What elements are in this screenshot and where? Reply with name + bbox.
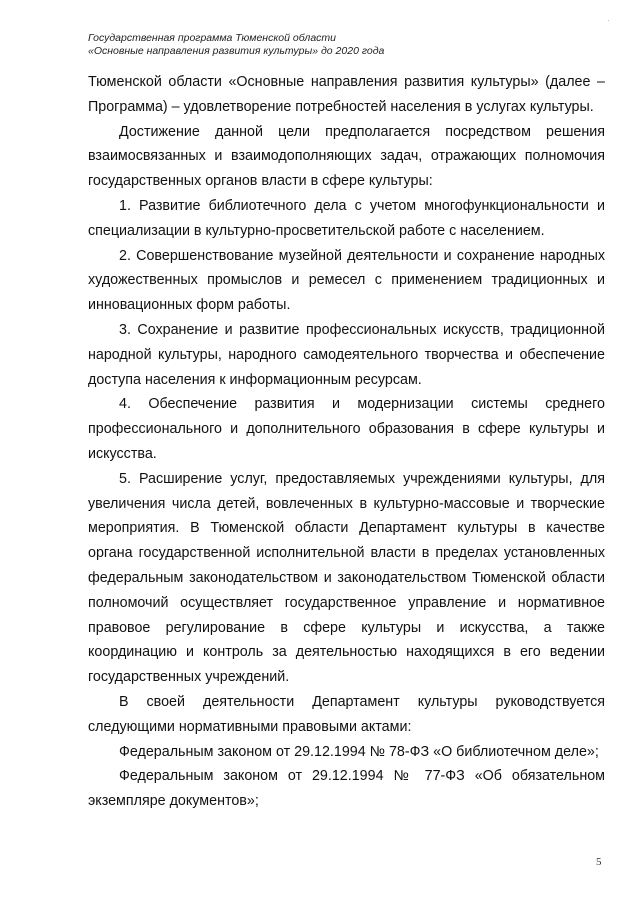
list-item-4: 4. Обеспечение развития и модернизации системы среднего профессионального и дополнительного образования в сфере культуры и искусства.: [88, 396, 605, 462]
paragraph-legal-acts-intro: В своей деятельности Департамент культуры руководствуется следующими нормативными правовыми актами:: [88, 693, 605, 735]
scan-mark: [608, 20, 609, 21]
legal-act-2: Федеральным законом от 29.12.1994 № 77-ФЗ «Об обязательном экземпляре документов»;: [88, 768, 605, 810]
list-item-3: 3. Сохранение и развитие профессиональных искусств, традиционной народной культуры, народного самодеятельного творчества и обеспечение доступа населения к информационным ресурсам.: [88, 321, 605, 388]
list-item-5: 5. Расширение услуг, предоставляемых учреждениями культуры, для увеличения числа детей, вовлеченных в культурно-массовые и творческие мероприятия. В Тюменской области Департамент культуры в качестве органа государственной исполнительной власти в пределах установленных федеральным законодательством и законодательством Тюменской области полномочий осуществляет государственное управление и нормативное правовое регулирование в сфере культуры и искусства, а также координацию и контроль за деятельностью находящихся в его ведении государственных учреждений.: [88, 470, 605, 686]
header-line-1: Государственная программа Тюменской области: [88, 32, 336, 44]
document-body: [88, 70, 605, 814]
header-line-2: «Основные направления развития культуры» до 2020 года: [88, 45, 385, 57]
legal-act-1: Федеральным законом от 29.12.1994 № 78-ФЗ «О библиотечном деле»;: [119, 743, 599, 760]
list-item-1: 1. Развитие библиотечного дела с учетом многофункциональности и специализации в культурно-просветительской работе с населением.: [88, 197, 605, 239]
paragraph-1: Тюменской области «Основные направления развития культуры» (далее – Программа) – удовлетворение потребностей населения в услугах культуры.: [88, 74, 605, 115]
page-number: 5: [596, 856, 602, 868]
list-item-2: 2. Совершенствование музейной деятельности и сохранение народных художественных промыслов и ремесел с применением традиционных и инновационных форм работы.: [88, 247, 605, 314]
running-header: [88, 32, 568, 58]
paragraph-2: Достижение данной цели предполагается посредством решения взаимосвязанных и взаимодополняющих задач, отражающих полномочия государственных органов власти в сфере культуры:: [88, 123, 605, 190]
